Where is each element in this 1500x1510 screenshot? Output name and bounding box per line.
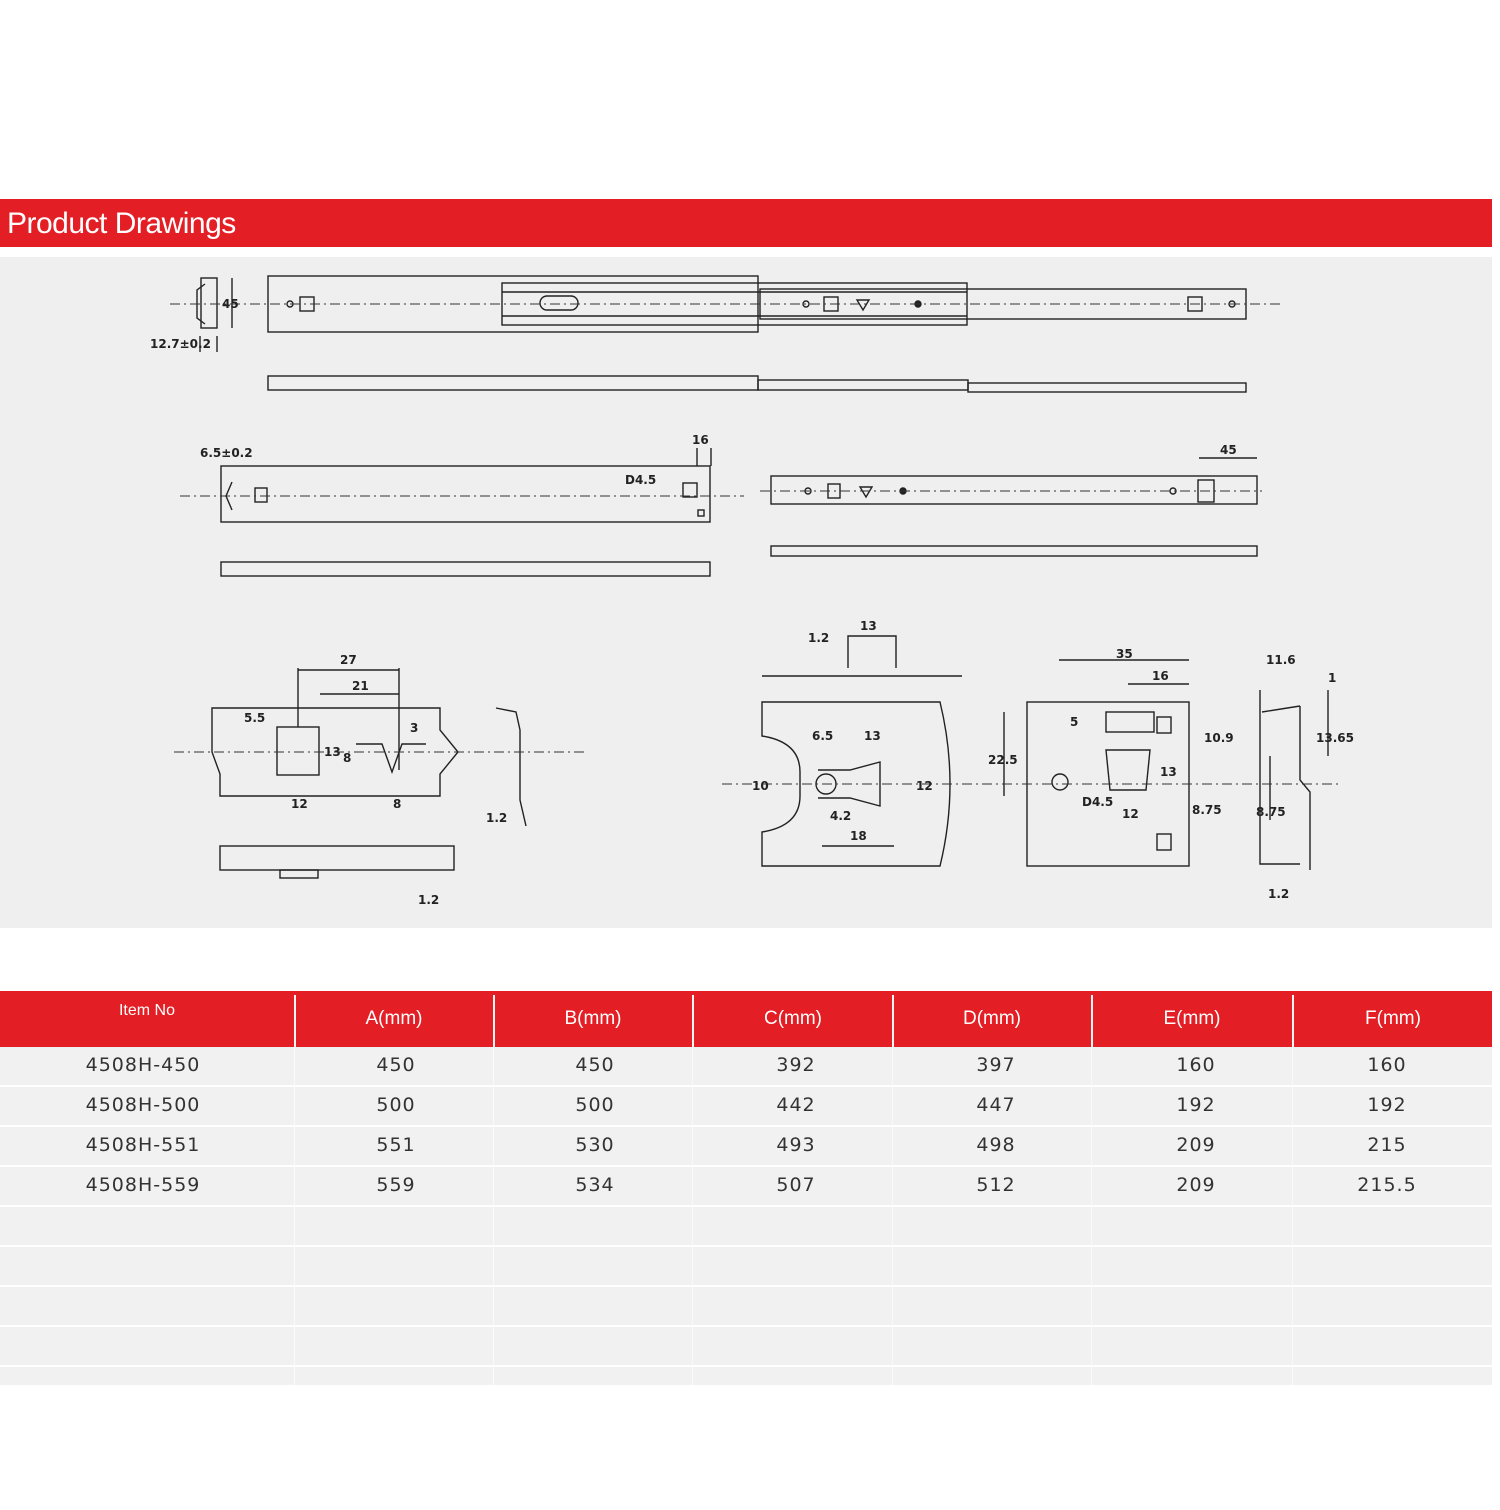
column-divider	[692, 1047, 693, 1385]
dim-label: 6.5±0.2	[200, 446, 253, 460]
dim-label: 10	[752, 779, 769, 793]
header-a: A(mm)	[365, 1008, 423, 1029]
technical-drawing	[0, 257, 1492, 928]
header-d: D(mm)	[962, 1008, 1022, 1029]
dim-label: 8.75	[1192, 803, 1222, 817]
dim-label: 10.9	[1204, 731, 1234, 745]
cell-a: 551	[376, 1134, 416, 1156]
dim-label: 6.5	[812, 729, 834, 743]
column-divider	[1091, 1047, 1092, 1385]
cell-d: 447	[976, 1094, 1016, 1116]
table-row-empty	[0, 1207, 1492, 1247]
dim-label: 12	[916, 779, 933, 793]
table-row-empty	[0, 1247, 1492, 1287]
dim-label: 3	[410, 721, 419, 735]
dim-label: 16	[692, 433, 709, 447]
cell-a: 559	[376, 1174, 416, 1196]
cell-b: 450	[575, 1054, 615, 1076]
dim-label: 45	[1220, 443, 1237, 457]
cell-b: 534	[575, 1174, 615, 1196]
table-row-empty	[0, 1287, 1492, 1327]
dim-label: D4.5	[1082, 795, 1114, 809]
cell-d: 498	[976, 1134, 1016, 1156]
table-row-empty	[0, 1367, 1492, 1385]
spec-table-header	[0, 991, 1492, 1047]
cell-c: 493	[776, 1134, 816, 1156]
dim-label: 4.2	[830, 809, 852, 823]
dim-label: 12	[291, 797, 308, 811]
cell-e: 192	[1176, 1094, 1216, 1116]
header-item-no: Item No	[118, 1002, 175, 1019]
cell-item-no: 4508H-551	[85, 1134, 201, 1156]
table-row	[0, 1167, 1492, 1207]
cell-a: 500	[376, 1094, 416, 1116]
column-divider	[294, 1047, 295, 1385]
dim-label: 12	[1122, 807, 1139, 821]
dim-label: 11.6	[1266, 653, 1296, 667]
dim-label: 45	[222, 297, 239, 311]
cell-d: 397	[976, 1054, 1016, 1076]
cell-e: 209	[1176, 1174, 1216, 1196]
header-c: C(mm)	[763, 1008, 823, 1029]
table-row-empty	[0, 1327, 1492, 1367]
table-row	[0, 1047, 1492, 1087]
cell-b: 500	[575, 1094, 615, 1116]
header-e: E(mm)	[1163, 1008, 1221, 1029]
dim-label: 8	[393, 797, 402, 811]
column-divider	[892, 1047, 893, 1385]
product-drawings-panel	[0, 257, 1492, 928]
cell-b: 530	[575, 1134, 615, 1156]
dim-label: 13.65	[1316, 731, 1354, 745]
cell-a: 450	[376, 1054, 416, 1076]
dim-label: 27	[340, 653, 357, 667]
cell-c: 442	[776, 1094, 816, 1116]
table-row	[0, 1127, 1492, 1167]
cell-d: 512	[976, 1174, 1016, 1196]
cell-f: 215	[1367, 1134, 1407, 1156]
dim-label: 13	[1160, 765, 1177, 779]
dim-label: 12.7±0.2	[150, 337, 211, 351]
cell-c: 507	[776, 1174, 816, 1196]
cell-c: 392	[776, 1054, 816, 1076]
header-b: B(mm)	[564, 1008, 622, 1029]
dim-label: 13	[324, 745, 341, 759]
cell-f: 215.5	[1357, 1174, 1417, 1196]
dim-label: 1.2	[486, 811, 508, 825]
dim-label: 1.2	[1268, 887, 1290, 901]
dim-label: 13	[860, 619, 877, 633]
cell-item-no: 4508H-500	[85, 1094, 201, 1116]
dim-label: 5	[1070, 715, 1079, 729]
dim-label: 1	[1328, 671, 1337, 685]
column-divider	[493, 1047, 494, 1385]
column-divider	[1292, 1047, 1293, 1385]
section-banner	[0, 199, 1492, 247]
cell-item-no: 4508H-450	[85, 1054, 201, 1076]
dim-label: 8.75	[1256, 805, 1286, 819]
dim-label: 35	[1116, 647, 1133, 661]
dim-label: 8	[343, 751, 352, 765]
table-row	[0, 1087, 1492, 1127]
dim-label: 21	[352, 679, 369, 693]
cell-item-no: 4508H-559	[85, 1174, 201, 1196]
cell-f: 160	[1367, 1054, 1407, 1076]
section-title: Product Drawings	[7, 207, 236, 240]
cell-e: 209	[1176, 1134, 1216, 1156]
dim-label: 1.2	[808, 631, 830, 645]
header-f: F(mm)	[1365, 1008, 1421, 1029]
dim-label: 1.2	[418, 893, 440, 907]
dim-label: 5.5	[244, 711, 266, 725]
cell-e: 160	[1176, 1054, 1216, 1076]
dim-label: 16	[1152, 669, 1169, 683]
dim-label: 13	[864, 729, 881, 743]
cell-f: 192	[1367, 1094, 1407, 1116]
dim-label: 18	[850, 829, 867, 843]
dim-label: D4.5	[625, 473, 657, 487]
dim-label: 22.5	[988, 753, 1018, 767]
